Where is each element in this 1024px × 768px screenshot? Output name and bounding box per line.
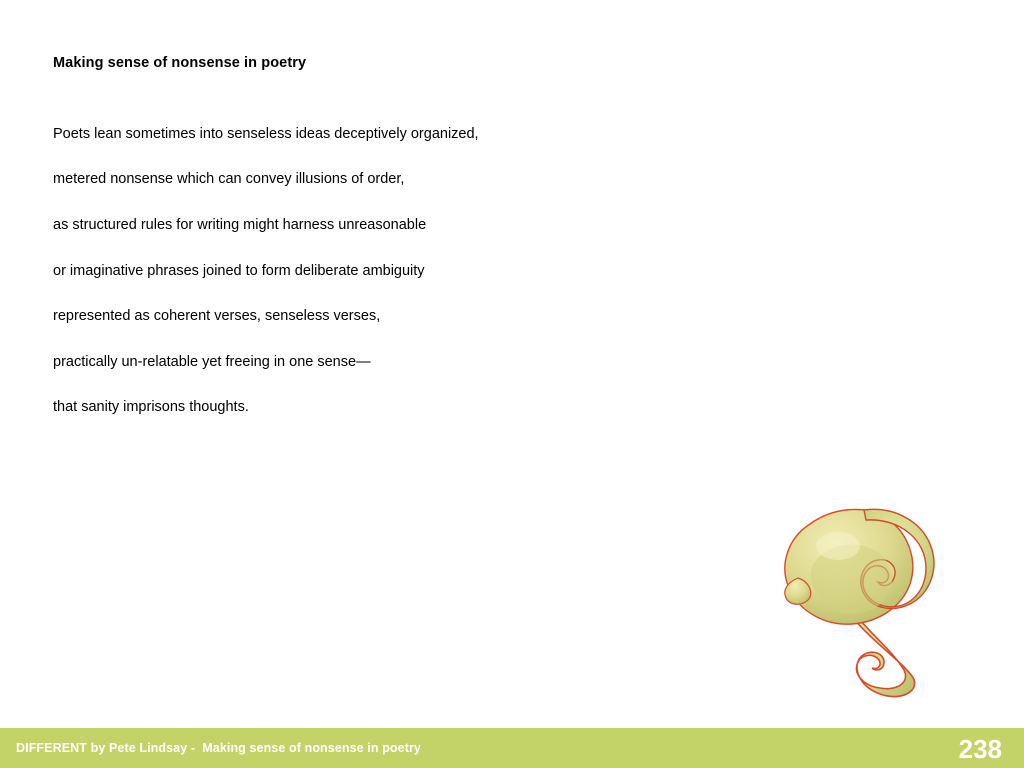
poem-line: practically un-relatable yet freeing in one sense— [53, 353, 371, 370]
poem-line: or imaginative phrases joined to form deliberate ambiguity [53, 262, 425, 279]
page-title: Making sense of nonsense in poetry [53, 55, 307, 71]
poem-line: metered nonsense which can convey illusions of order, [53, 171, 405, 188]
poem-line: that sanity imprisons thoughts. [53, 399, 249, 416]
page-number: 238 [958, 734, 1002, 764]
curled-organic-form-illustration [752, 462, 982, 702]
poem-body [53, 100, 673, 442]
poem-line: represented as coherent verses, senseless verses, [53, 308, 381, 325]
poem-line: Poets lean sometimes into senseless ideas deceptively organized, [53, 125, 479, 142]
poem-line: as structured rules for writing might harness unreasonable [53, 217, 427, 233]
footer-text: DIFFERENT by Pete Lindsay - Making sense of nonsense in poetry [16, 741, 421, 755]
footer-bar [0, 728, 1024, 768]
poem-block [53, 53, 673, 442]
